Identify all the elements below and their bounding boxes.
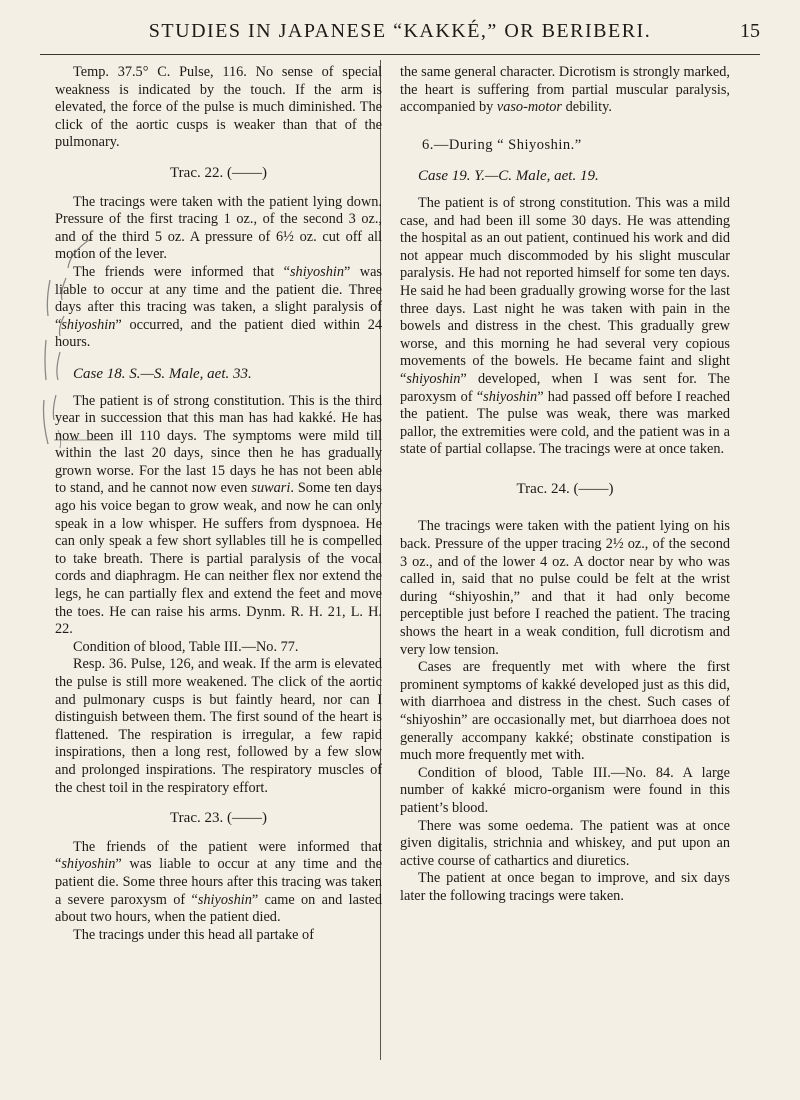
paragraph — [55, 839, 382, 927]
paragraph: The tracings were taken with the patient lying down. Pressure of the first tracing 1 oz., of the second 3 oz., and of the third 5 oz. A pressure of 6½ oz. cut off all motion of the lever. — [55, 193, 382, 263]
paragraph — [55, 393, 382, 639]
text-run: the same general character. Dicrotism is strongly marked, the heart is suffering from partial muscular paralysis, accompanied by — [400, 64, 730, 116]
tracing-caption-22: Trac. 22. (——) — [170, 164, 267, 181]
text-run: ” came on and lasted about two hours, when the patient died. — [55, 891, 382, 926]
term-shiyoshin: shiyoshin — [406, 370, 461, 387]
term-vaso-motor: vaso-motor — [496, 99, 562, 116]
term-suwari: suwari — [251, 480, 291, 497]
paragraph: Temp. 37.5° C. Pulse, 116. No sense of special weakness is indicated by the touch. If the arm is elevated, the force of the pulse is much diminished. The click of the aortic cusps is weaker than that of the pulmonary. — [55, 64, 382, 151]
text-run: ” developed, when I was sent for. The paroxysm of “ — [400, 370, 730, 405]
text-run: ” was liable to occur at any time and the patient die. Three days after this tracing was taken, a slight paralysis of “ — [55, 263, 382, 333]
text-run: . Some ten days ago his voice began to grow weak, and now he can only speak in a low whisper. He suffers from dyspnoea. He can only speak a few short syllables till he is compelled to take breath. There is partial paralysis of the vocal cords and diaphragm. He can neither flex nor extend the legs, he can partially flex and extend the feet and move the toes. He can raise his arms. Dynm. R. H. 21, L. H. 22. — [55, 480, 382, 638]
right-column — [400, 64, 730, 906]
paragraph — [55, 264, 382, 352]
term-shiyoshin: shiyoshin — [61, 856, 116, 873]
paragraph: Condition of blood, Table III.—No. 77. — [73, 638, 299, 655]
case-heading-18: Case 18. S.—S. Male, aet. 33. — [73, 365, 252, 382]
running-title: STUDIES IN JAPANESE “KAKKÉ,” OR BERIBERI. — [148, 20, 652, 42]
tracing-caption-24: Trac. 24. (——) — [516, 480, 614, 497]
term-shiyoshin: shiyoshin — [197, 891, 252, 908]
text-run: ” had passed off before I reached the patient. The pulse was weak, there was marked pallor, the extremities were cold, and the patient was in a state of partial collapse. The tracings were at once taken. — [400, 388, 730, 458]
page-number: 15 — [740, 20, 760, 42]
text-run: debility. — [562, 99, 612, 116]
paragraph — [400, 64, 730, 117]
tracing-caption-23: Trac. 23. (——) — [170, 810, 267, 827]
text-run: The patient is of strong constitution. This was a mild case, and had been ill some 30 days. He was attending the hospital as an out patient, continued his work and did not appear much discommoded by his slight muscular paralysis. He had not reported himself for some ten days. He said he had been gradually growing worse for the last three days. Last night he was taken with pain in the bowels and distress in the chest. This gradually grew worse, and this morning he had several very copious movements of the bowels. He became faint and slight “ — [400, 194, 730, 387]
case-heading-19: Case 19. Y.—C. Male, aet. 19. — [418, 168, 599, 185]
paragraph: There was some oedema. The patient was at once given digitalis, strichnia and whiskey, and put upon an active course of cathartics and diuretics. — [400, 817, 730, 869]
running-head — [40, 20, 760, 55]
text-run: ” occurred, and the patient died within 24 hours. — [55, 316, 382, 351]
text-run: The friends were informed that “ — [73, 263, 290, 280]
paragraph: The patient at once began to improve, and six days later the following tracings were taken. — [400, 870, 730, 904]
term-shiyoshin: shiyoshin — [483, 388, 538, 405]
term-shiyoshin: shiyoshin — [61, 316, 116, 333]
paragraph: The tracings under this head all partake of — [73, 926, 314, 943]
section-heading: 6.—During “ Shiyoshin.” — [422, 136, 582, 153]
paragraph — [400, 195, 730, 459]
paragraph: Condition of blood, Table III.—No. 84. A large number of kakké micro-organism were found in this patient’s blood. — [400, 764, 730, 816]
paragraph: Resp. 36. Pulse, 126, and weak. If the arm is elevated the pulse is still more weakened. The click of the aortic and pulmonary cusps is but faintly heard, nor can I distinguish between them. The first sound of the heart is flattened. The respiration is irregular, a few rapid inspirations, then a long rest, followed by a few slow and prolonged inspirations. The respiratory muscles of the chest toil in the respiratory effort. — [55, 656, 382, 796]
text-run: ” was liable to occur at any time and the patient die. Some three hours after this tracing was taken a severe paroxysm of “ — [55, 856, 382, 908]
text-run: The friends of the patient were informed that “ — [55, 838, 382, 873]
term-shiyoshin: shiyoshin — [289, 263, 344, 280]
paragraph: The tracings were taken with the patient lying on his back. Pressure of the upper tracing 2½ oz., of the second 3 oz., and of the lower 4 oz. A doctor near by who was called in, said that no pulse could be felt at the wrist during “shiyoshin,” and that it had only become perceptible just before I reached the patient. The tracing shows the heart in a weak condition, full dicrotism and very low tension. — [400, 518, 730, 658]
paragraph: Cases are frequently met with where the first prominent symptoms of kakké developed just as this did, with diarrhoea and distress in the chest. Such cases of “shiyoshin” are occasionally met, but diarrhoea does not generally accompany kakké; obstinate constipation is much more frequently met with. — [400, 659, 730, 764]
text-run: The patient is of strong constitution. This is the third year in succession that this man has had kakké. He has now been ill 110 days. The symptoms were mild till within the last 20 days, since then he has gradually grown worse. For the last 15 days he has not been able to stand, and he cannot now even — [55, 392, 382, 497]
left-column — [55, 64, 382, 944]
